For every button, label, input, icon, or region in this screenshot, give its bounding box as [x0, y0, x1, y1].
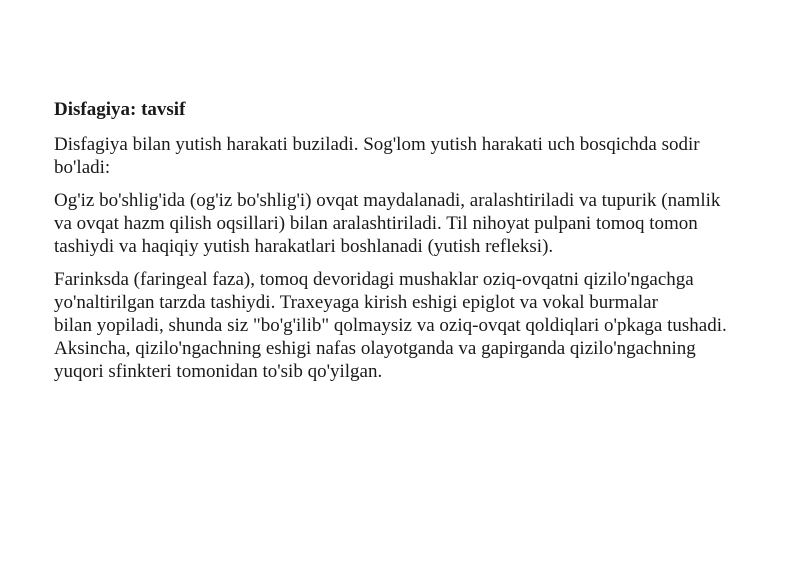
paragraph-oral-phase: Og'iz bo'shlig'ida (og'iz bo'shlig'i) ovqat maydalanadi, aralashtiriladi va tupurik (namlik va ovqat hazm qilish oqsillari) bilan aralashtiriladi. Til nihoyat pulpani tomoq tomon tashiydi va haqiqiy yutish harakatlari boshlanadi (yutish refleksi). [54, 190, 721, 257]
paragraph-pharyngeal-phase: Farinksda (faringeal faza), tomoq devoridagi mushaklar oziq-ovqatni qizilo'ngachga yo'naltirilgan tarzda tashiydi. Traxeyaga kirish eshigi epiglot va vokal burmalar [54, 269, 694, 313]
document-body [54, 98, 734, 393]
paragraph-intro: Disfagiya bilan yutish harakati buziladi. Sog'lom yutish harakati uch bosqichda sodir bo'ladi: [54, 134, 700, 178]
document-title: Disfagiya: tavsif [54, 99, 186, 120]
paragraph-pharyngeal-phase-continued: bilan yopiladi, shunda siz "bo'g'ilib" qolmaysiz va oziq-ovqat qoldiqlari o'pkaga tushadi. Aksincha, qizilo'ngachning eshigi nafas olayotganda va gapirganda qizilo'ngachning yuqori sfinkteri tomonidan to'sib qo'yilgan. [54, 315, 727, 382]
